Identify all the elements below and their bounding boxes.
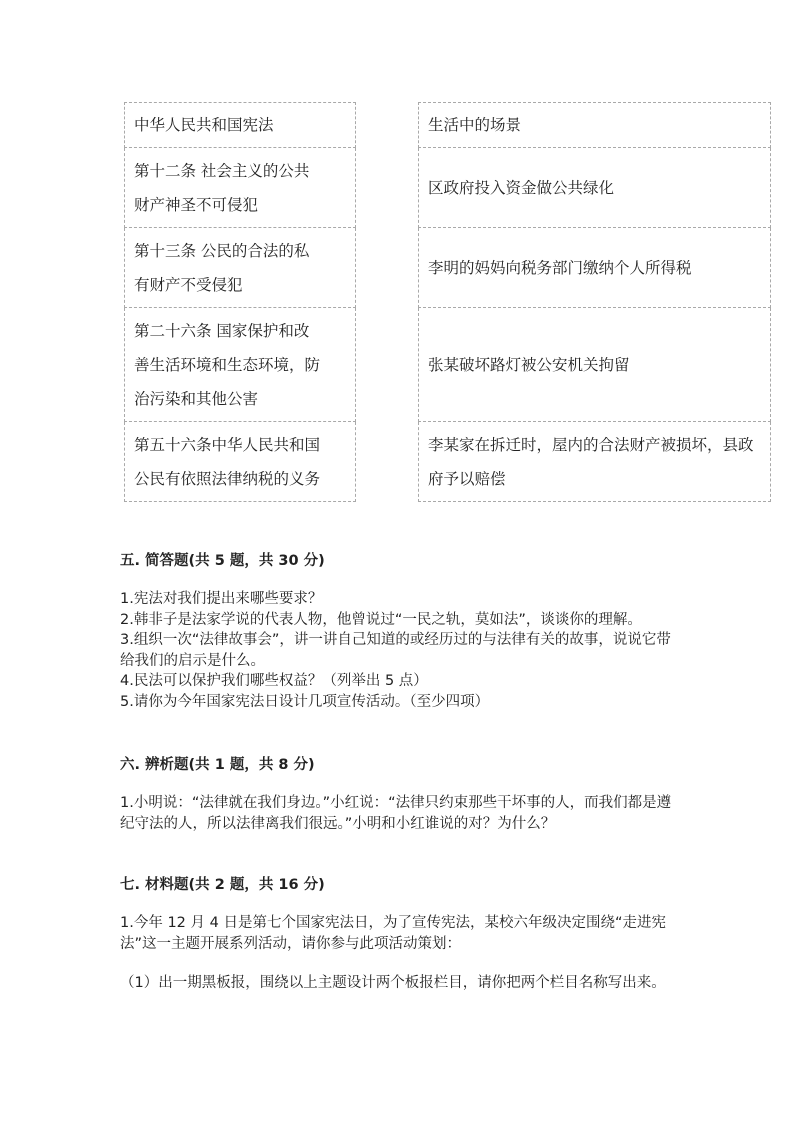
question-item: 4.民法可以保护我们哪些权益？（列举出 5 点） bbox=[120, 673, 428, 689]
section-7-title: 七. 材料题(共 2 题，共 16 分) bbox=[120, 877, 325, 893]
table-cell: 第十三条 公民的合法的私 有财产不受侵犯 bbox=[125, 228, 356, 308]
question-item: 1.宪法对我们提出来哪些要求？ bbox=[120, 591, 323, 607]
constitution-articles-table bbox=[124, 102, 356, 502]
table-cell: 张某破坏路灯被公安机关拘留 bbox=[419, 308, 771, 422]
table-cell: 李明的妈妈向税务部门缴纳个人所得税 bbox=[419, 228, 771, 308]
table-cell: 第五十六条中华人民共和国 公民有依照法律纳税的义务 bbox=[125, 422, 356, 502]
table-cell: 李某家在拆迁时，屋内的合法财产被损坏，县政府予以赔偿 bbox=[419, 422, 771, 502]
life-scenes-table bbox=[418, 102, 771, 502]
section-7-sub-question-1: （1）出一期黑板报，围绕以上主题设计两个板报栏目，请你把两个栏目名称写出来。 bbox=[120, 975, 666, 991]
table-cell: 第二十六条 国家保护和改 善生活环境和生态环境，防 治污染和其他公害 bbox=[125, 308, 356, 422]
table-cell: 第十二条 社会主义的公共 财产神圣不可侵犯 bbox=[125, 148, 356, 228]
section-5-title: 五. 简答题(共 5 题，共 30 分) bbox=[120, 553, 325, 569]
question-item: 1.小明说：“法律就在我们身边。”小红说：“法律只约束那些干坏事的人，而我们都是遵纪守法的人，所以法律离我们很远。”小明和小红谁说的对？为什么？ bbox=[120, 795, 672, 832]
section-6-questions bbox=[120, 793, 680, 834]
table-cell: 生活中的场景 bbox=[419, 103, 771, 148]
section-7-intro: 1.今年 12 月 4 日是第七个国家宪法日，为了宣传宪法，某校六年级决定围绕“走进宪法”这一主题开展系列活动，请你参与此项活动策划： bbox=[120, 915, 666, 952]
table-cell: 区政府投入资金做公共绿化 bbox=[419, 148, 771, 228]
question-item: 3.组织一次“法律故事会”，讲一讲自己知道的或经历过的与法律有关的故事，说说它带给我们的启示是什么。 bbox=[120, 632, 671, 669]
section-5-questions bbox=[120, 589, 680, 712]
question-item: 5.请你为今年国家宪法日设计几项宣传活动。（至少四项） bbox=[120, 693, 490, 710]
question-item: 2.韩非子是法家学说的代表人物，他曾说过“一民之轨，莫如法”，谈谈你的理解。 bbox=[120, 611, 642, 628]
table-cell: 中华人民共和国宪法 bbox=[125, 103, 356, 148]
section-6-title: 六. 辨析题(共 1 题，共 8 分) bbox=[120, 757, 315, 773]
